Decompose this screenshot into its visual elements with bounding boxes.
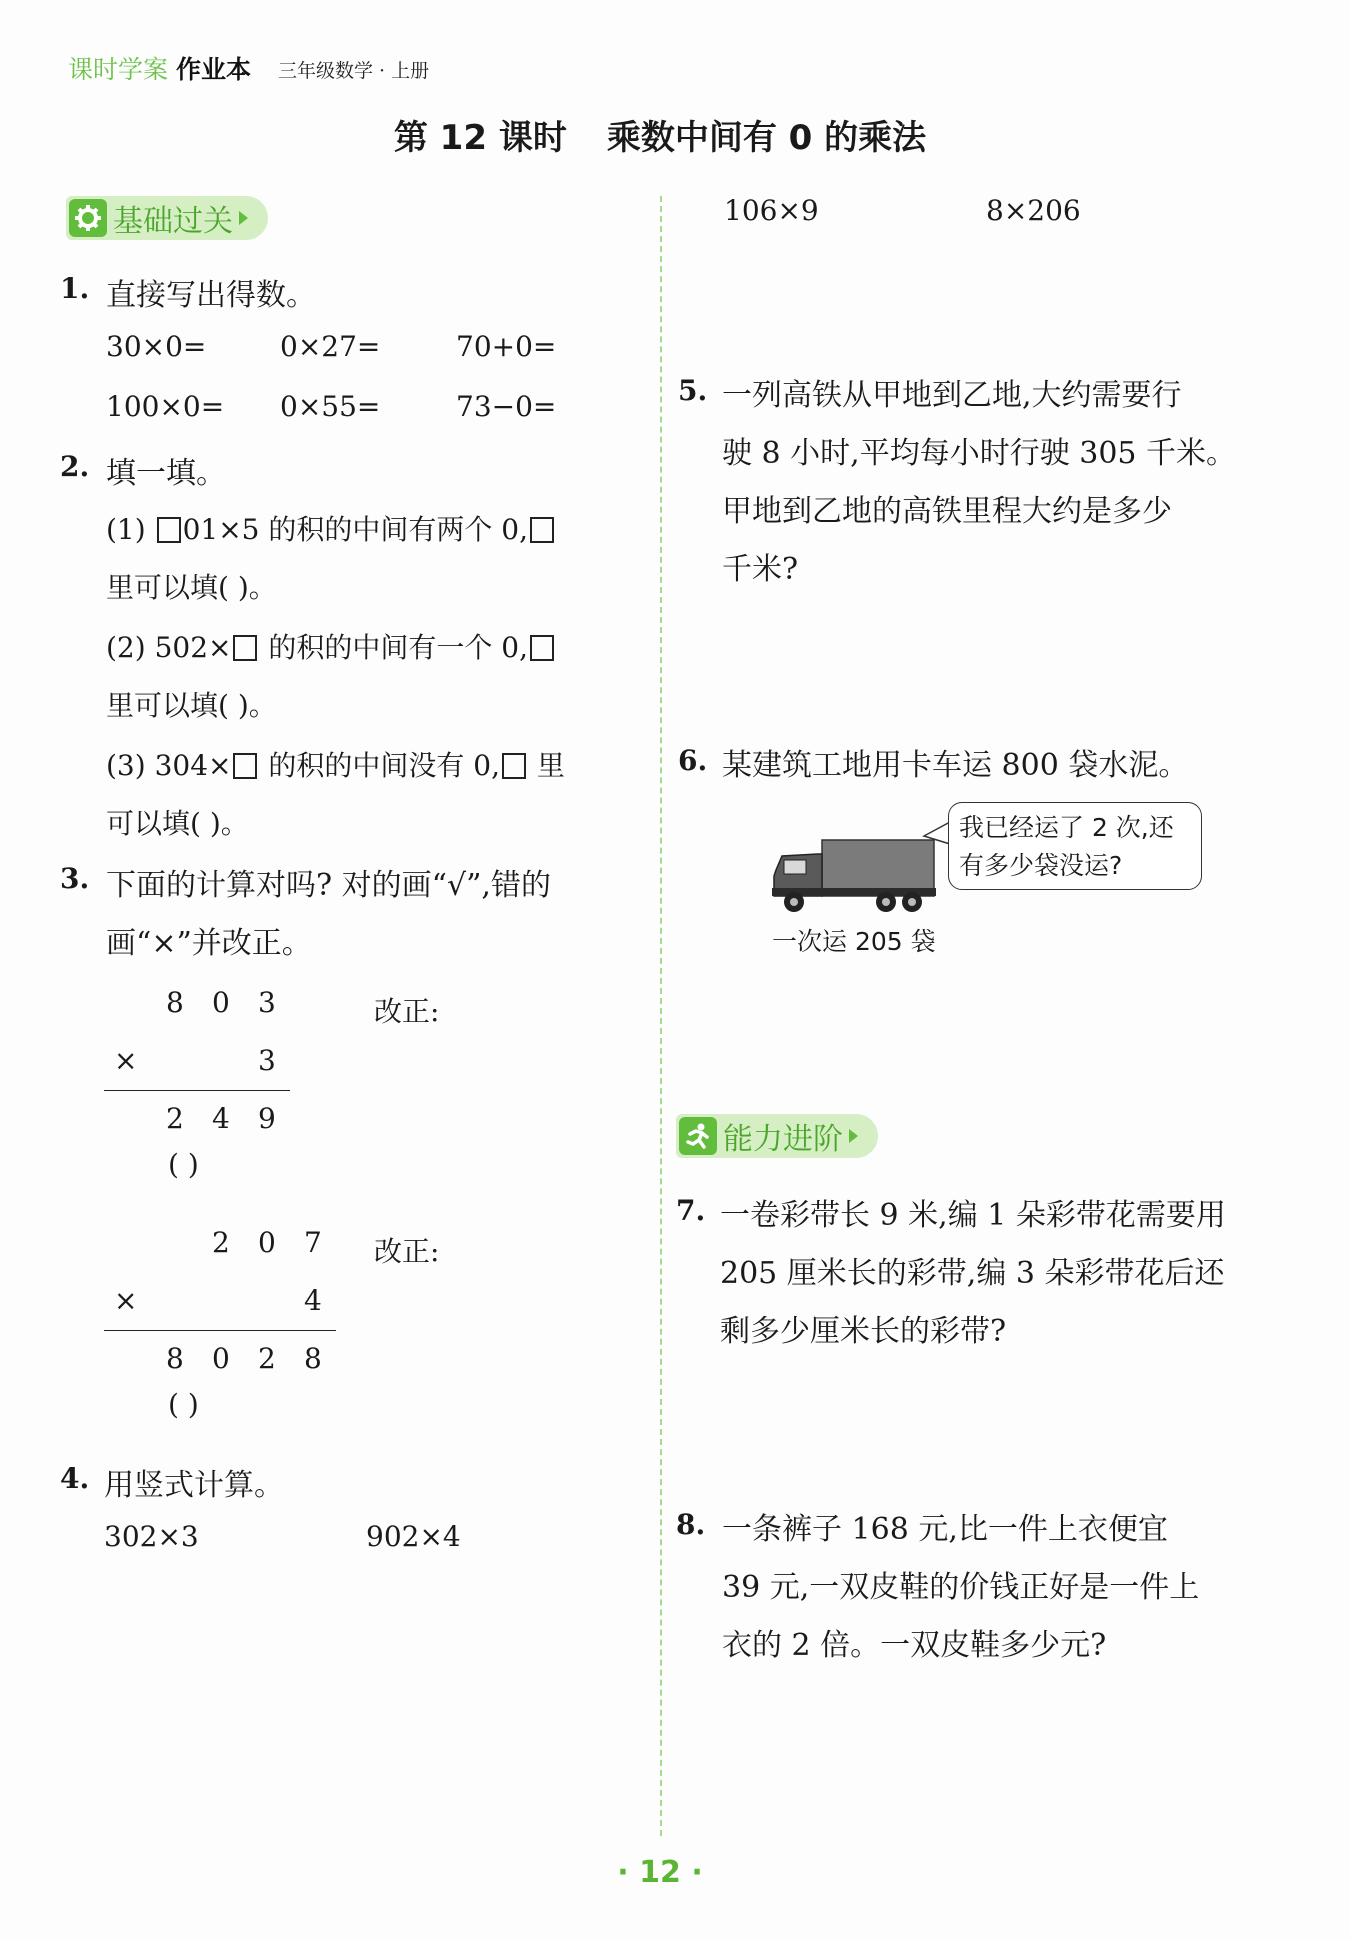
question-text: 205 厘米长的彩带,编 3 朵彩带花后还 (720, 1256, 1225, 1291)
calc-line (104, 1330, 336, 1331)
question-text: 画“×”并改正。 (106, 926, 312, 961)
fill-item-3: (3) 304× 的积的中间没有 0, 里 (106, 749, 565, 782)
truck-icon (768, 830, 938, 924)
truck-caption: 一次运 205 袋 (772, 927, 936, 956)
calc-digit: 3 (258, 1044, 276, 1077)
question-text: 39 元,一双皮鞋的价钱正好是一件上 (722, 1570, 1200, 1605)
question-text: 千米? (722, 552, 799, 587)
fill-answer-1[interactable]: 里可以填( )。 (106, 571, 277, 604)
calc-digit: 0 (258, 1226, 276, 1259)
question-number: 6. (678, 744, 708, 777)
question-text: 一列高铁从甲地到乙地,大约需要行 (722, 378, 1182, 413)
arrow-icon (849, 1129, 858, 1143)
question-text: 剩多少厘米长的彩带? (720, 1314, 1007, 1349)
calc-digit: 4 (304, 1284, 322, 1317)
question-text: 一条裤子 168 元,比一件上衣便宜 (722, 1512, 1168, 1547)
question-number: 3. (60, 862, 90, 895)
correction-label: 改正: (374, 1235, 440, 1268)
page-number: · 12 · (617, 1855, 703, 1890)
calc-digit: 7 (304, 1226, 322, 1259)
fill-answer-3[interactable]: 可以填( )。 (106, 807, 249, 840)
question-text: 某建筑工地用卡车运 800 袋水泥。 (722, 748, 1189, 783)
question-text: 用竖式计算。 (104, 1468, 284, 1503)
section-badge-advanced (676, 1114, 878, 1158)
book-name: 作业本 (176, 55, 252, 84)
lesson-number: 第 12 课时 (393, 118, 567, 158)
calc-digit: 0 (212, 1342, 230, 1375)
judge-answer[interactable]: ( ) (168, 1148, 199, 1181)
calc-line (104, 1090, 290, 1091)
calc-digit: 2 (166, 1102, 184, 1135)
bubble-line: 我已经运了 2 次,还 (959, 813, 1174, 842)
calc-digit: 9 (258, 1102, 276, 1135)
calc-digit: 8 (166, 1342, 184, 1375)
question-text: 衣的 2 倍。一双皮鞋多少元? (722, 1628, 1107, 1663)
calc-digit: 2 (258, 1342, 276, 1375)
multiply-sign: × (114, 1284, 138, 1317)
question-text: 下面的计算对吗? 对的画“√”,错的 (106, 868, 551, 903)
question-number: 2. (60, 450, 90, 483)
blank-box (233, 753, 257, 779)
arrow-icon (239, 211, 248, 225)
question-number: 5. (678, 374, 708, 407)
question-number: 7. (676, 1194, 706, 1227)
section-label-basic: 基础过关 (113, 204, 233, 239)
calc-digit: 8 (166, 986, 184, 1019)
blank-box (157, 517, 181, 543)
calc-digit: 8 (304, 1342, 322, 1375)
calc-digit: 2 (212, 1226, 230, 1259)
calc-digit: 3 (258, 986, 276, 1019)
lesson-topic: 乘数中间有 0 的乘法 (606, 118, 927, 158)
fill-answer-2[interactable]: 里可以填( )。 (106, 689, 277, 722)
exercise-item: 8×206 (986, 194, 1081, 227)
exercise-item: 73−0= (456, 390, 557, 423)
page-title (0, 110, 1320, 159)
correction-label: 改正: (374, 995, 440, 1028)
calc-digit: 0 (212, 986, 230, 1019)
calc-digit: 4 (212, 1102, 230, 1135)
runner-icon (679, 1117, 717, 1155)
judge-answer[interactable]: ( ) (168, 1388, 199, 1421)
question-number: 1. (60, 272, 90, 305)
exercise-item: 0×55= (280, 390, 381, 423)
exercise-item: 0×27= (280, 330, 381, 363)
gear-icon (69, 199, 107, 237)
speech-bubble (948, 802, 1202, 890)
blank-box (530, 635, 554, 661)
question-text: 填一填。 (106, 456, 226, 491)
blank-box (530, 517, 554, 543)
column-divider (660, 196, 662, 1836)
series-name: 课时学案 (68, 55, 169, 84)
exercise-item: 902×4 (366, 1520, 461, 1553)
question-text: 直接写出得数。 (106, 278, 316, 313)
question-number: 4. (60, 1462, 90, 1495)
question-text: 驶 8 小时,平均每小时行驶 305 千米。 (722, 436, 1237, 471)
exercise-item: 106×9 (724, 194, 819, 227)
section-label-advanced: 能力进阶 (723, 1122, 843, 1157)
fill-item-1: (1) 01×5 的积的中间有两个 0, (106, 508, 556, 548)
blank-box (233, 635, 257, 661)
question-text: 一卷彩带长 9 米,编 1 朵彩带花需要用 (720, 1198, 1226, 1233)
exercise-item: 70+0= (456, 330, 557, 363)
question-text: 甲地到乙地的高铁里程大约是多少 (722, 494, 1172, 529)
exercise-item: 100×0= (106, 390, 225, 423)
bubble-line: 有多少袋没运? (959, 851, 1123, 880)
exercise-item: 30×0= (106, 330, 207, 363)
multiply-sign: × (114, 1044, 138, 1077)
question-number: 8. (676, 1508, 706, 1541)
exercise-item: 302×3 (104, 1520, 199, 1553)
fill-item-2: (2) 502× 的积的中间有一个 0, (106, 626, 556, 666)
section-badge-basic (66, 196, 268, 240)
blank-box (502, 753, 526, 779)
grade-label: 三年级数学 · 上册 (278, 60, 430, 82)
